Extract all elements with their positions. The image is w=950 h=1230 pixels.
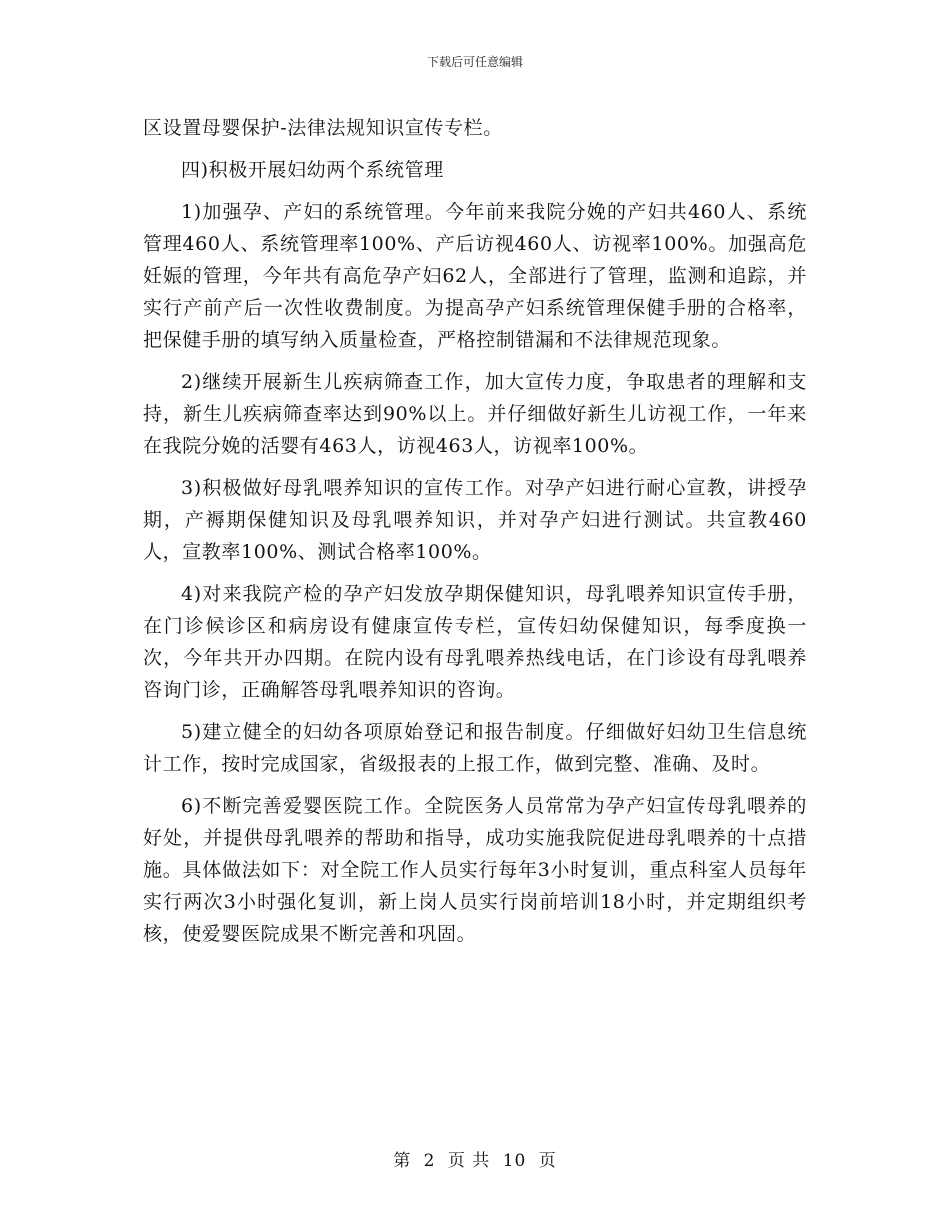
paragraph-item-2: 2)继续开展新生儿疾病筛查工作，加大宣传力度，争取患者的理解和支持，新生儿疾病筛查率达到90%以上。并仔细做好新生儿访视工作，一年来在我院分娩的活婴有463人，访视463人，访视率100%。 [143,371,807,457]
page-footer [0,1146,950,1171]
paragraph-item-6: 6)不断完善爱婴医院工作。全院医务人员常常为孕产妇宣传母乳喂养的好处，并提供母乳喂养的帮助和指导，成功实施我院促进母乳喂养的十点措施。具体做法如下：对全院工作人员实行每年3小时复训，重点科室人员每年实行两次3小时强化复训，新上岗人员实行岗前培训18小时，并定期组织考核，使爱婴医院成果不断完善和巩固。 [143,795,807,945]
footer-middle: 页 共 [447,1151,491,1171]
footer-current-page: 2 [423,1151,436,1171]
paragraph-item-3: 3)积极做好母乳喂养知识的宣传工作。对孕产妇进行耐心宣教，讲授孕期，产褥期保健知识及母乳喂养知识，并对孕产妇进行测试。共宣教460人，宣教率100%、测试合格率100%。 [143,477,807,563]
section-heading: 四)积极开展妇幼两个系统管理 [181,159,444,181]
header-note: 下载后可任意编辑 [426,55,523,69]
footer-prefix: 第 [393,1151,412,1171]
footer-total-pages: 10 [502,1151,527,1171]
document-body [143,112,807,960]
paragraph-item-1: 1)加强孕、产妇的系统管理。今年前来我院分娩的产妇共460人、系统管理460人、系统管理率100%、产后访视460人、访视率100%。加强高危妊娠的管理，今年共有高危孕产妇62人，全部进行了管理，监测和追踪，并实行产前产后一次性收费制度。为提高孕产妇系统管理保健手册的合格率，把保健手册的填写纳入质量检查，严格控制错漏和不法律规范现象。 [143,201,807,351]
page-header [0,53,950,70]
footer-suffix: 页 [538,1151,557,1171]
paragraph-continuation: 区设置母婴保护-法律法规知识宣传专栏。 [143,117,503,139]
paragraph-item-5: 5)建立健全的妇幼各项原始登记和报告制度。仔细做好妇幼卫生信息统计工作，按时完成国家，省级报表的上报工作，做到完整、准确、及时。 [143,721,807,775]
paragraph-item-4: 4)对来我院产检的孕产妇发放孕期保健知识，母乳喂养知识宣传手册，在门诊候诊区和病房设有健康宣传专栏，宣传妇幼保健知识，每季度换一次，今年共开办四期。在院内设有母乳喂养热线电话，在门诊设有母乳喂养咨询门诊，正确解答母乳喂养知识的咨询。 [143,583,807,701]
